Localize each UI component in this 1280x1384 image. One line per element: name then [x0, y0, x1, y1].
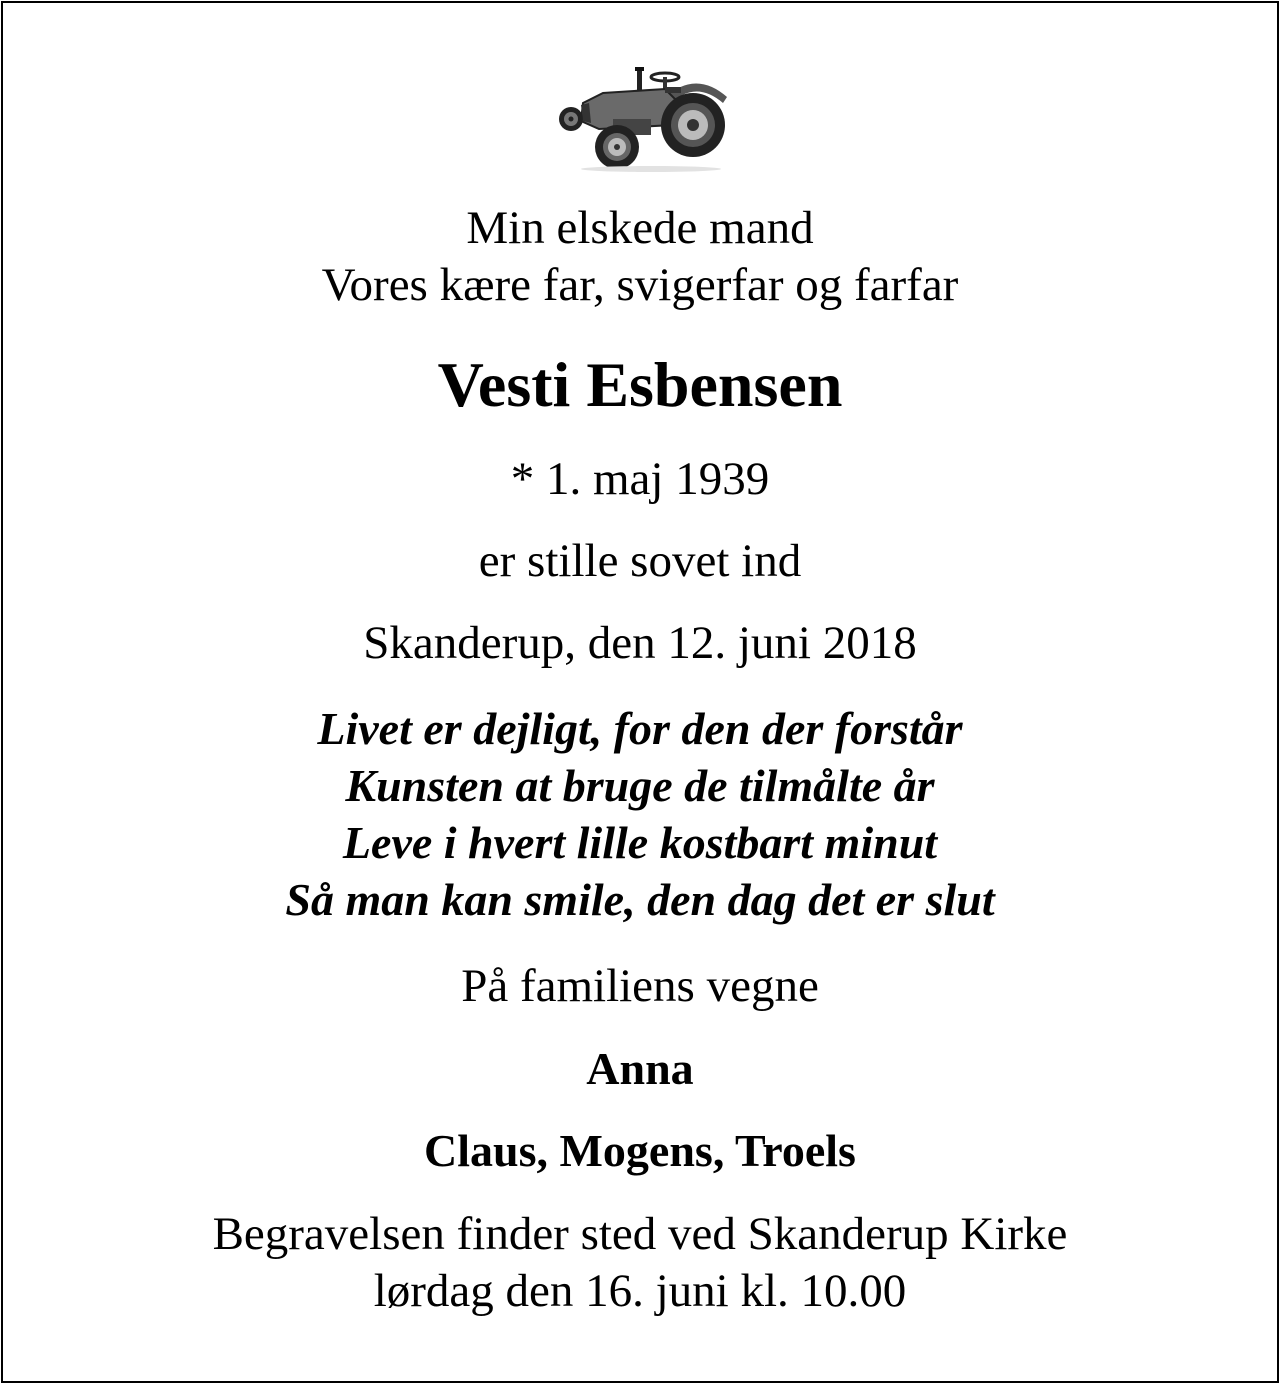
passing-phrase: er stille sovet ind [478, 535, 802, 587]
spouse-name: Anna [586, 1043, 694, 1094]
poem-line-4: Så man kan smile, den dag det er slut [285, 874, 995, 925]
children-names: Claus, Mogens, Troels [424, 1125, 856, 1176]
signoff: På familiens vegne [461, 960, 819, 1012]
place-and-date: Skanderup, den 12. juni 2018 [363, 617, 917, 669]
obituary-notice [1, 1, 1279, 1383]
deceased-name: Vesti Esbensen [437, 349, 843, 420]
poem-line-3: Leve i hvert lille kostbart minut [342, 817, 938, 868]
funeral-line-1: Begravelsen finder sted ved Skanderup Kirke [212, 1208, 1068, 1260]
poem-line-1: Livet er dejligt, for den der forstår [317, 703, 963, 754]
tractor-icon [555, 63, 731, 175]
funeral-line-2: lørdag den 16. juni kl. 10.00 [373, 1265, 907, 1317]
poem-line-2: Kunsten at bruge de tilmålte år [345, 760, 935, 811]
birth-date: * 1. maj 1939 [510, 453, 770, 505]
intro-line-1: Min elskede mand [466, 202, 814, 254]
intro-line-2: Vores kære far, svigerfar og farfar [321, 259, 959, 311]
